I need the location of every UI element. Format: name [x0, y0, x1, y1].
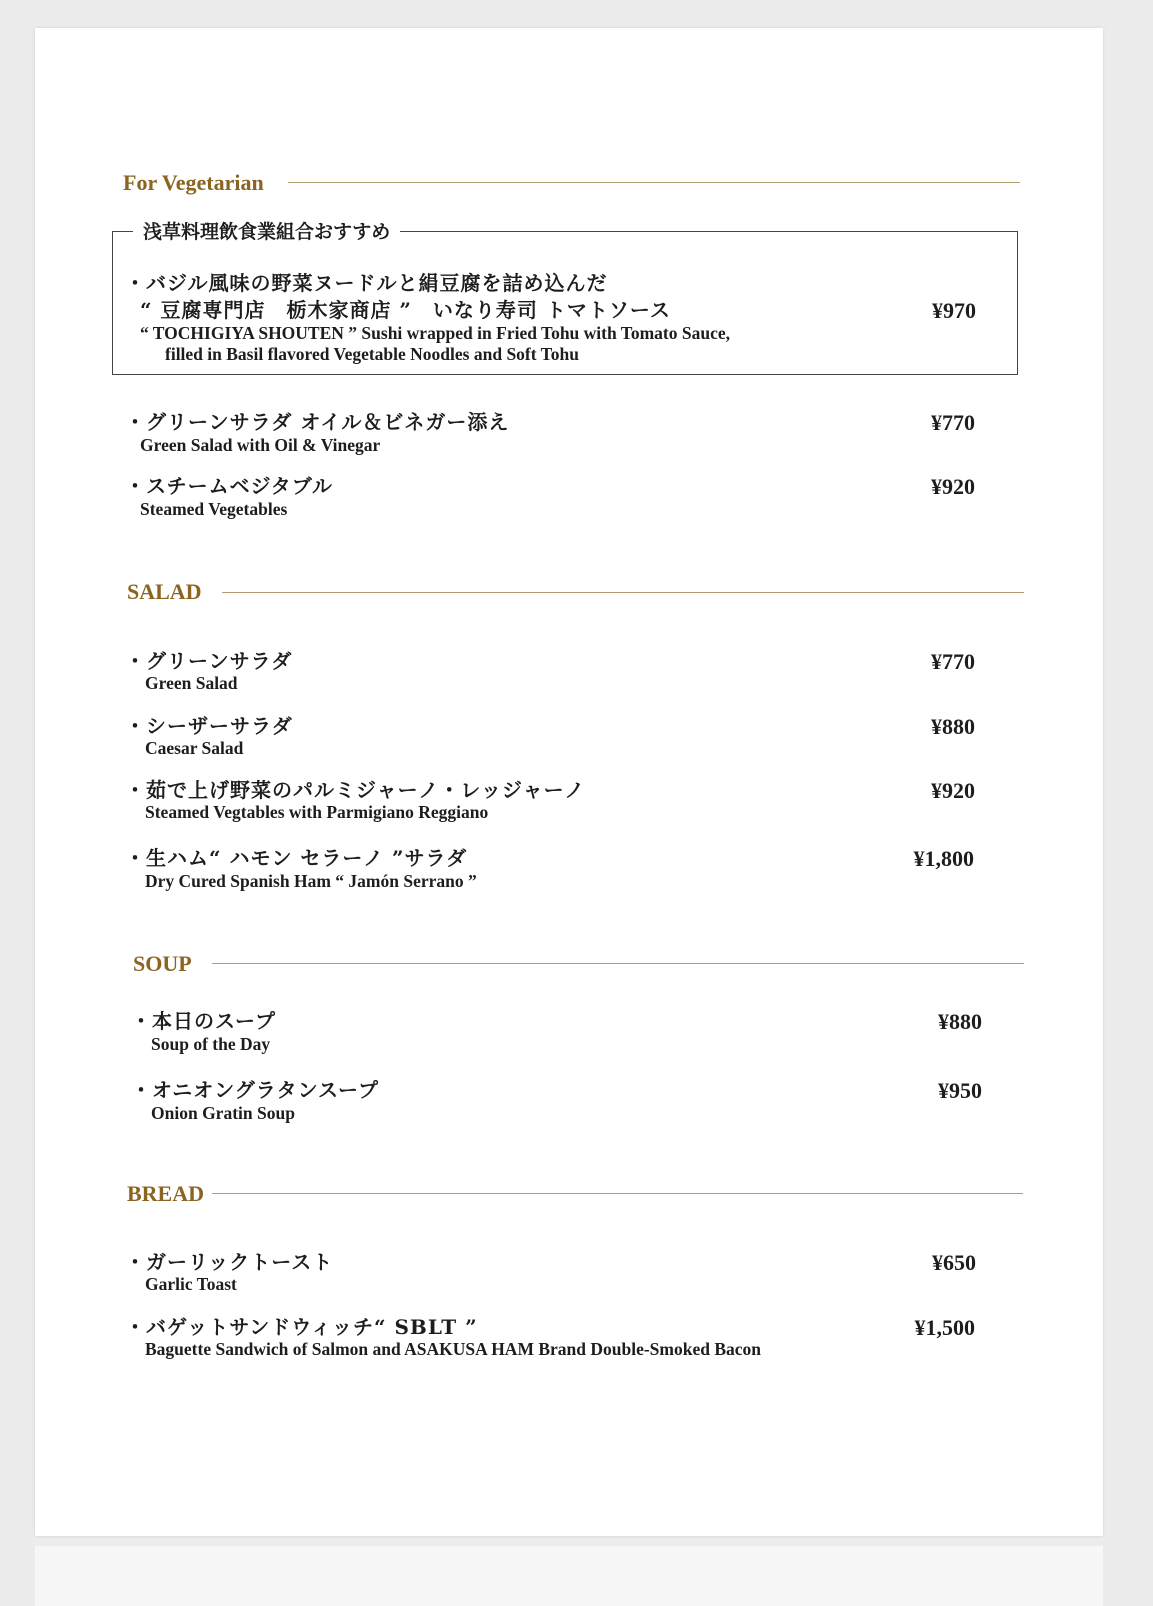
menu-item-en: Steamed Vegtables with Parmigiano Reggiano [145, 802, 489, 822]
menu-item-en: Soup of the Day [151, 1034, 271, 1054]
menu-item-jp: ・スチームベジタブル [125, 474, 333, 498]
menu-item-jp: ・バゲットサンドウィッチ“ SBLT ” [125, 1315, 478, 1339]
featured-item-en-line1: “ TOCHIGIYA SHOUTEN ” Sushi wrapped in Fried Tohu with Tomato Sauce, [140, 323, 731, 343]
featured-item-en-line2: filled in Basil flavored Vegetable Noodles and Soft Tohu [165, 344, 579, 364]
menu-item-en: Green Salad [145, 673, 238, 693]
menu-item-jp: ・生ハム“ ハモン セラーノ ”サラダ [125, 846, 468, 870]
featured-item-jp-line1: ・バジル風味の野菜ヌードルと絹豆腐を詰め込んだ [125, 271, 608, 295]
section-rule-vegetarian [288, 182, 1020, 183]
menu-item-jp: ・グリーンサラダ オイル＆ビネガー添え [125, 410, 510, 434]
menu-item-en: Baguette Sandwich of Salmon and ASAKUSA HAM Brand Double-Smoked Bacon [145, 1339, 762, 1359]
menu-item-en: Steamed Vegetables [140, 499, 288, 519]
menu-item-en: Dry Cured Spanish Ham “ Jamón Serrano ” [145, 871, 477, 891]
menu-item-jp: ・グリーンサラダ [125, 649, 293, 673]
featured-item-jp-line2: “ 豆腐専門店 栃木家商店 ” いなり寿司 トマトソース [140, 298, 671, 322]
section-title-vegetarian: For Vegetarian [123, 170, 264, 195]
menu-item-price: ¥1,800 [913, 846, 974, 871]
featured-item-price: ¥970 [932, 298, 976, 323]
menu-item-jp: ・本日のスープ [131, 1009, 276, 1033]
section-rule-salad [222, 592, 1024, 593]
menu-item-jp: ・シーザーサラダ [125, 714, 293, 738]
menu-item-price: ¥950 [938, 1078, 982, 1103]
section-title-bread: BREAD [127, 1181, 205, 1206]
menu-item-price: ¥1,500 [914, 1315, 975, 1340]
menu-item-en: Green Salad with Oil & Vinegar [140, 435, 381, 455]
menu-item-price: ¥770 [931, 410, 975, 435]
section-rule-soup [212, 963, 1024, 964]
section-rule-bread [212, 1193, 1023, 1194]
menu-item-jp: ・茹で上げ野菜のパルミジャーノ・レッジャーノ [125, 778, 586, 802]
menu-item-price: ¥880 [938, 1009, 982, 1034]
menu-item-price: ¥920 [931, 778, 975, 803]
menu-item-en: Onion Gratin Soup [151, 1103, 295, 1123]
section-title-soup: SOUP [133, 951, 192, 976]
menu-item-jp: ・オニオングラタンスープ [131, 1078, 379, 1102]
recommendation-label: 浅草料理飲食業組合おすすめ [133, 219, 400, 245]
menu-item-price: ¥650 [932, 1250, 976, 1275]
menu-item-jp: ・ガーリックトースト [125, 1250, 334, 1274]
menu-item-en: Garlic Toast [145, 1274, 237, 1294]
section-title-salad: SALAD [127, 579, 202, 604]
menu-item-price: ¥920 [931, 474, 975, 499]
menu-item-price: ¥770 [931, 649, 975, 674]
menu-item-price: ¥880 [931, 714, 975, 739]
menu-item-en: Caesar Salad [145, 738, 244, 758]
next-page-edge [35, 1546, 1103, 1606]
